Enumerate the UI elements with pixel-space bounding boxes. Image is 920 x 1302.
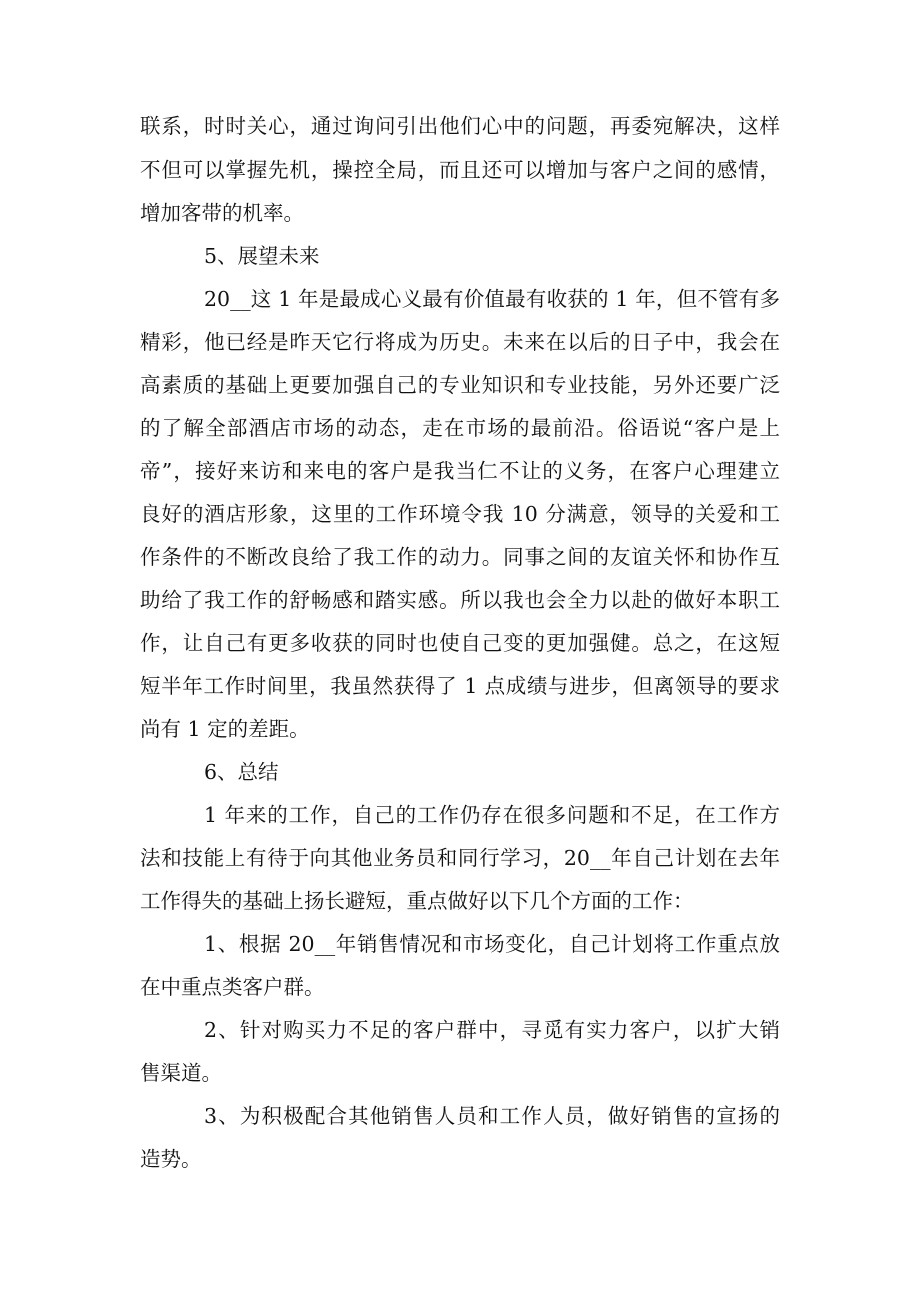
section-heading: 5、展望未来 [204, 244, 320, 268]
text-line: 在中重点类客户群。 [140, 975, 325, 999]
text-line: 高素质的基础上更要加强自己的专业知识和专业技能，另外还要广泛 [140, 373, 780, 397]
text-line: 工作得失的基础上扬长避短，重点做好以下几个方面的工作： [140, 889, 694, 913]
list-item: 3、为积极配合其他销售人员和工作人员，做好销售的宣扬的 [204, 1104, 780, 1128]
text-line: 帝”，接好来访和来电的客户是我当仁不让的义务，在客户心理建立 [140, 459, 780, 483]
text-line: 法和技能上有待于向其他业务员和同行学习，20__年自己计划在去年 [140, 846, 780, 870]
text-line: 短半年工作时间里，我虽然获得了 1 点成绩与进步，但离领导的要求 [140, 674, 780, 698]
text-line: 造势。 [140, 1147, 202, 1171]
text-line: 不但可以掌握先机，操控全局，而且还可以增加与客户之间的感情， [140, 158, 780, 182]
text-line: 售渠道。 [140, 1061, 222, 1085]
text-line: 精彩，他已经是昨天它行将成为历史。未来在以后的日子中，我会在 [140, 330, 780, 354]
list-item: 2、针对购买力不足的客户群中，寻觅有实力客户，以扩大销 [204, 1018, 780, 1042]
text-line: 作条件的不断改良给了我工作的动力。同事之间的友谊关怀和协作互 [140, 545, 780, 569]
text-line: 助给了我工作的舒畅感和踏实感。所以我也会全力以赴的做好本职工 [140, 588, 780, 612]
section-heading: 6、总结 [204, 760, 279, 784]
text-line: 尚有 1 定的差距。 [140, 717, 310, 741]
text-line: 20__这 1 年是最成心义最有价值最有收获的 1 年，但不管有多 [204, 287, 780, 311]
text-line: 联系，时时关心，通过询问引出他们心中的问题，再委宛解决，这样 [140, 114, 780, 138]
list-item: 1、根据 20__年销售情况和市场变化，自己计划将工作重点放 [204, 932, 780, 956]
text-line: 的了解全部酒店市场的动态，走在市场的最前沿。俗语说“客户是上 [140, 416, 780, 440]
text-line: 1 年来的工作，自己的工作仍存在很多问题和不足，在工作方 [204, 803, 780, 827]
text-line: 作，让自己有更多收获的同时也使自己变的更加强健。总之，在这短 [140, 631, 780, 655]
text-line: 良好的酒店形象，这里的工作环境令我 10 分满意，领导的关爱和工 [140, 502, 780, 526]
text-line: 增加客带的机率。 [140, 201, 304, 225]
